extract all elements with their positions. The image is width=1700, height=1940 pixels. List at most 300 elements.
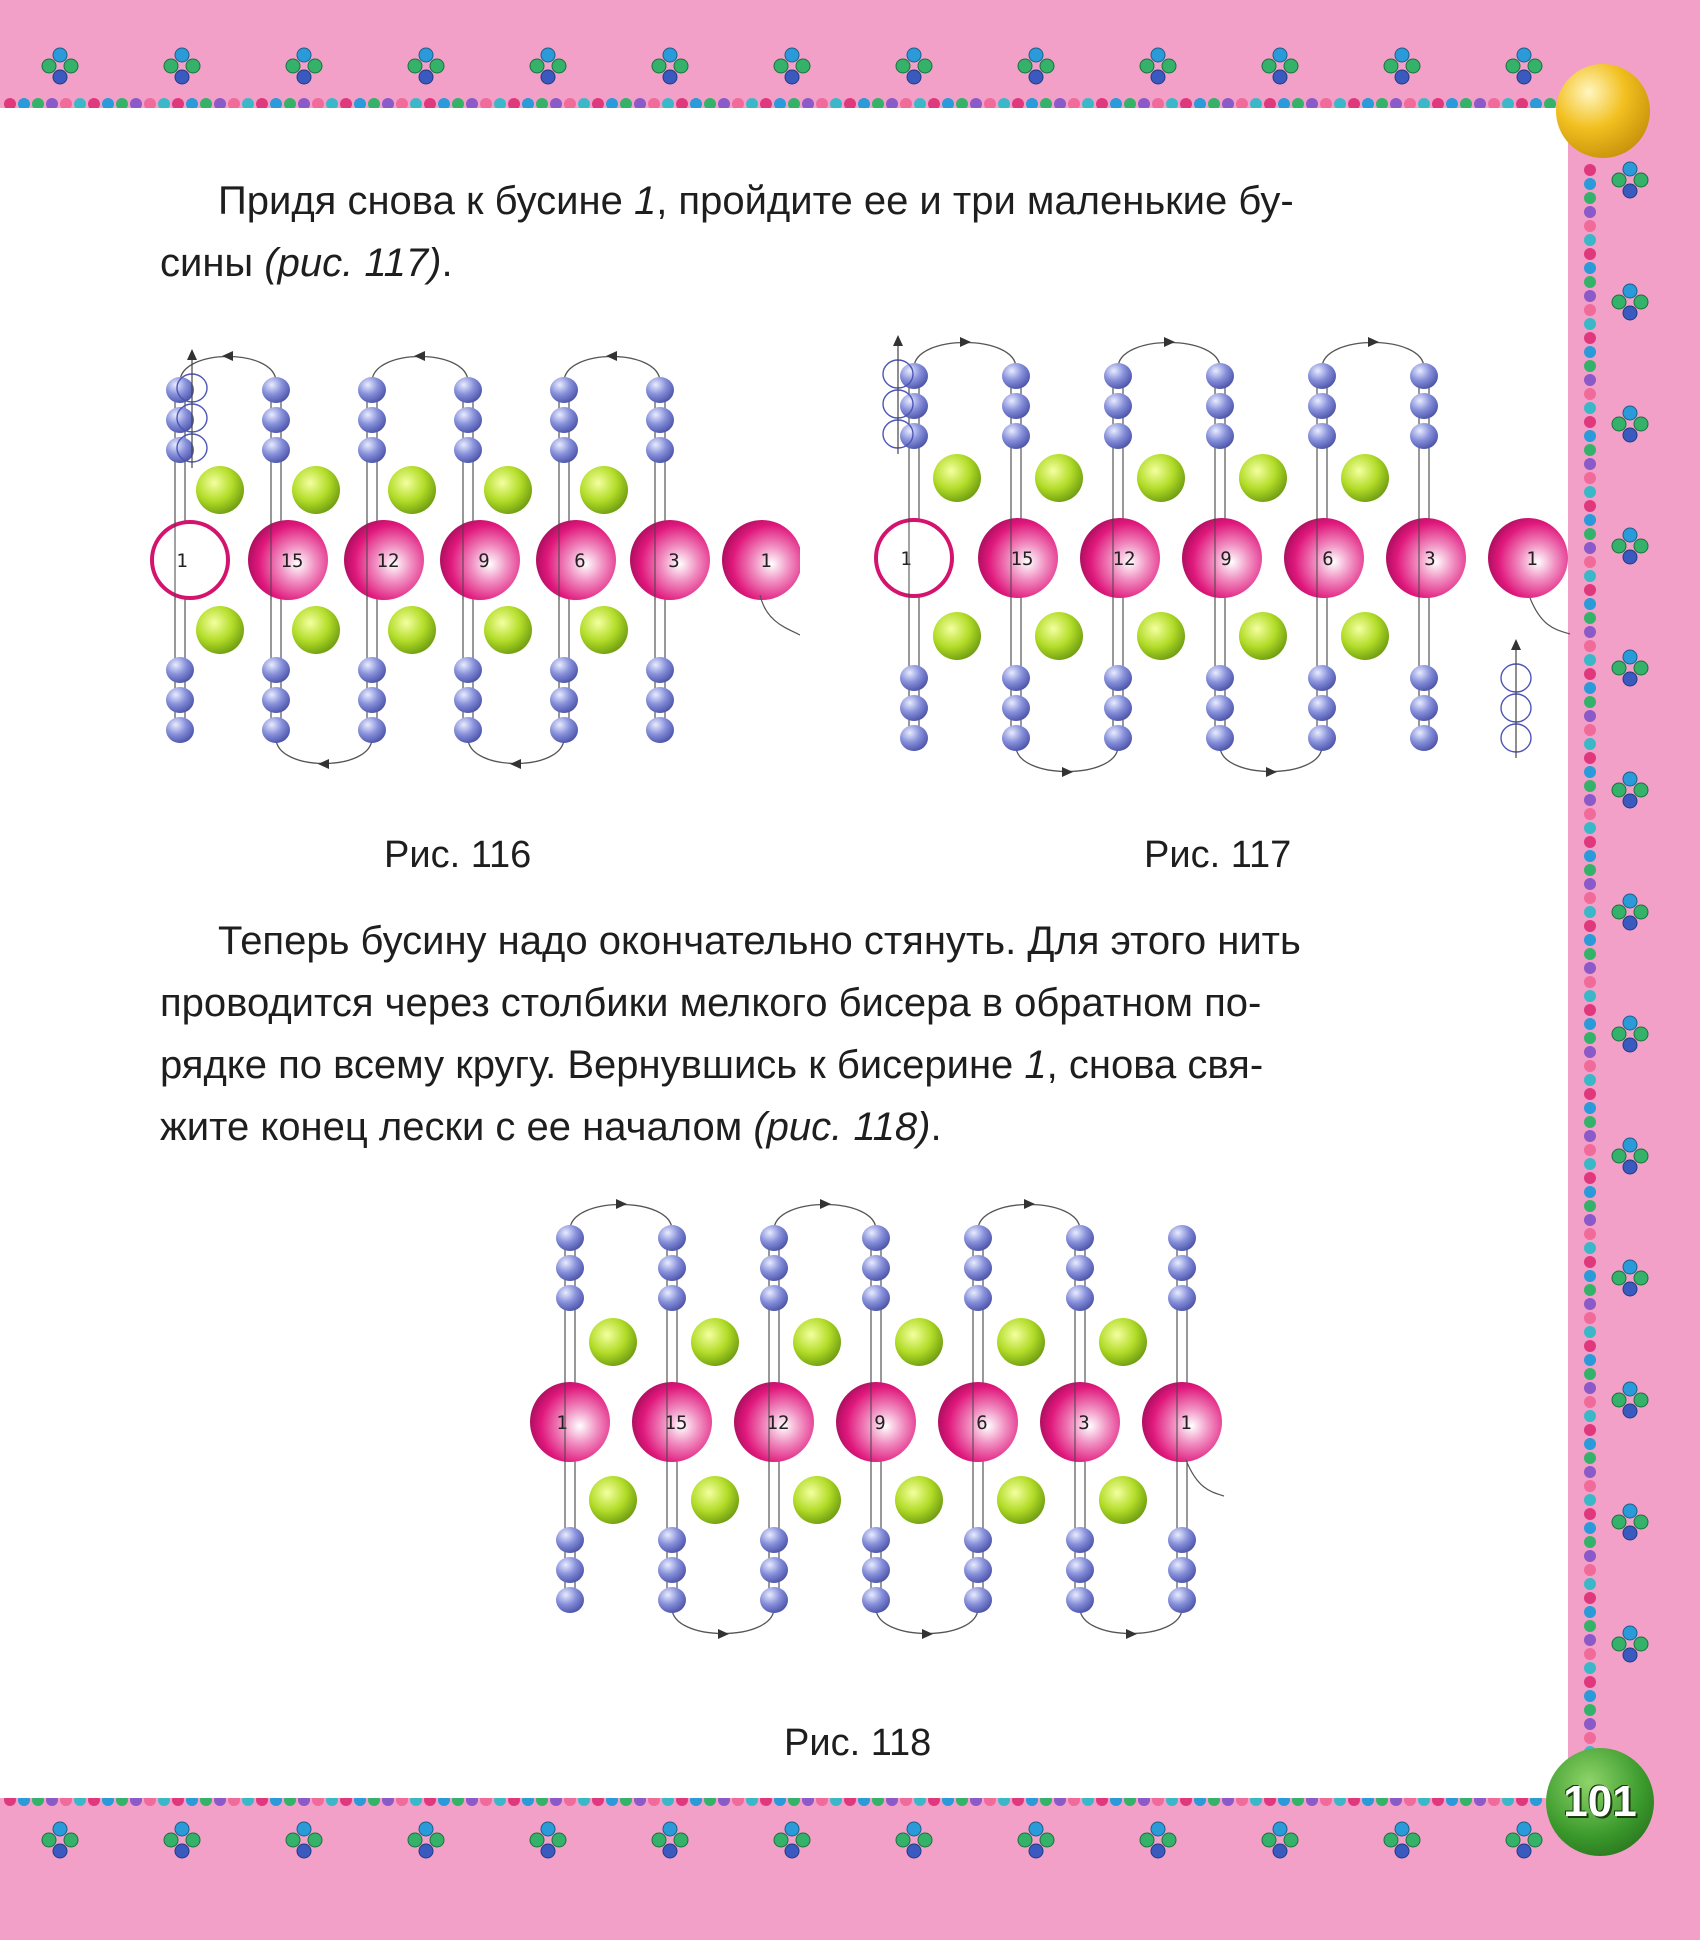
border-bead — [1584, 1186, 1596, 1198]
border-bead — [1634, 295, 1648, 309]
thread-loop — [1322, 343, 1424, 369]
small-blue-bead — [1410, 393, 1438, 419]
small-blue-bead — [1168, 1587, 1196, 1613]
border-bead — [1612, 783, 1626, 797]
border-bead — [1623, 1260, 1637, 1274]
border-bead — [1584, 1480, 1596, 1492]
small-blue-bead — [1104, 393, 1132, 419]
small-blue-bead — [658, 1557, 686, 1583]
border-bead — [1584, 920, 1596, 932]
border-bead — [1284, 59, 1298, 73]
small-blue-bead — [1066, 1285, 1094, 1311]
border-bead — [1623, 1526, 1637, 1540]
border-bead — [419, 70, 433, 84]
small-blue-bead — [1104, 363, 1132, 389]
thread-arrow — [1164, 337, 1175, 347]
border-bead — [1623, 1382, 1637, 1396]
border-bead — [1584, 808, 1596, 820]
border-bead — [1584, 220, 1596, 232]
lime-bead — [1099, 1476, 1147, 1524]
small-blue-bead — [556, 1527, 584, 1553]
lime-bead — [793, 1318, 841, 1366]
thread-loop — [1080, 1608, 1182, 1634]
small-blue-bead — [760, 1557, 788, 1583]
border-bead — [1584, 1284, 1596, 1296]
border-bead — [1584, 458, 1596, 470]
border-bead — [1584, 1032, 1596, 1044]
border-bead — [1584, 598, 1596, 610]
border-bead — [1584, 668, 1596, 680]
small-blue-bead — [646, 437, 674, 463]
border-bead — [1018, 1833, 1032, 1847]
lime-bead — [1239, 454, 1287, 502]
small-blue-bead — [166, 717, 194, 743]
border-bead — [1612, 1027, 1626, 1041]
border-bead — [1584, 1046, 1596, 1058]
figure-116 — [140, 330, 800, 810]
small-blue-bead — [1104, 423, 1132, 449]
small-blue-bead — [1066, 1255, 1094, 1281]
border-bead — [164, 1833, 178, 1847]
bead-number-label: 15 — [280, 550, 304, 572]
small-blue-bead — [166, 437, 194, 463]
small-blue-bead — [1066, 1527, 1094, 1553]
bead-number-label: 12 — [766, 1412, 790, 1434]
lime-bead — [196, 466, 244, 514]
border-bead — [1584, 682, 1596, 694]
border-bead — [796, 59, 810, 73]
border-bead — [918, 1833, 932, 1847]
border-bead — [1584, 780, 1596, 792]
border-bead — [1584, 304, 1596, 316]
border-bead — [1584, 836, 1596, 848]
border-bead — [1584, 1718, 1596, 1730]
small-blue-bead — [1410, 725, 1438, 751]
border-bead — [1584, 1172, 1596, 1184]
lime-bead — [997, 1476, 1045, 1524]
border-bead — [1612, 1637, 1626, 1651]
border-bead — [1584, 710, 1596, 722]
border-bead — [1029, 48, 1043, 62]
thread-arrow — [414, 351, 425, 361]
small-blue-bead — [358, 717, 386, 743]
border-bead — [541, 48, 555, 62]
border-bead — [186, 59, 200, 73]
border-bead — [774, 59, 788, 73]
small-blue-bead — [358, 437, 386, 463]
bead-number-label: 3 — [1078, 1412, 1090, 1434]
border-bead — [1623, 1648, 1637, 1662]
small-blue-bead — [900, 393, 928, 419]
border-bead — [1584, 878, 1596, 890]
caption-fig-118: Рис. 118 — [784, 1722, 932, 1764]
border-bead — [1623, 1160, 1637, 1174]
small-blue-bead — [1168, 1527, 1196, 1553]
thread-arrow — [606, 351, 617, 361]
thread-loop — [774, 1205, 876, 1231]
caption-fig-116: Рис. 116 — [384, 834, 532, 876]
border-bead — [1040, 1833, 1054, 1847]
thread-tail — [1530, 598, 1570, 634]
small-blue-bead — [454, 437, 482, 463]
lime-bead — [1137, 612, 1185, 660]
border-bead — [1623, 1016, 1637, 1030]
border-bead — [785, 1844, 799, 1858]
border-bead — [175, 48, 189, 62]
small-blue-bead — [646, 657, 674, 683]
border-bead — [1584, 1354, 1596, 1366]
caption-fig-117: Рис. 117 — [1144, 834, 1292, 876]
border-bead — [1623, 550, 1637, 564]
border-bead — [1584, 1298, 1596, 1310]
border-bead — [1584, 360, 1596, 372]
small-blue-bead — [262, 437, 290, 463]
thread-loop — [1220, 746, 1322, 772]
border-bead — [1584, 640, 1596, 652]
border-bead — [1584, 430, 1596, 442]
border-bead — [674, 1833, 688, 1847]
thread-arrow — [1126, 1629, 1137, 1639]
lime-bead — [1035, 454, 1083, 502]
border-bead — [785, 48, 799, 62]
small-blue-bead — [550, 717, 578, 743]
border-bead — [1584, 1732, 1596, 1744]
thread-arrow — [318, 759, 329, 769]
bead-number-label: 1 — [556, 1412, 568, 1434]
lime-bead — [1035, 612, 1083, 660]
thread-tail — [1186, 1460, 1224, 1496]
small-blue-bead — [658, 1255, 686, 1281]
border-bead — [1634, 783, 1648, 797]
small-blue-bead — [1206, 695, 1234, 721]
border-bead — [1584, 1270, 1596, 1282]
thread-loop — [372, 357, 468, 383]
border-bead — [286, 1833, 300, 1847]
border-bead — [907, 1844, 921, 1858]
lime-bead — [895, 1318, 943, 1366]
bead-number-label: 12 — [1112, 548, 1136, 570]
border-bead — [1634, 1271, 1648, 1285]
border-bead — [1584, 1508, 1596, 1520]
small-blue-bead — [454, 657, 482, 683]
border-bead — [42, 59, 56, 73]
border-bead — [663, 1822, 677, 1836]
border-bead — [1584, 514, 1596, 526]
border-bead — [663, 70, 677, 84]
thread-arrow — [1511, 639, 1521, 650]
border-bead — [1584, 948, 1596, 960]
small-blue-bead — [1104, 665, 1132, 691]
bead-number-label: 15 — [1010, 548, 1034, 570]
paragraph-1: Придя снова к бусине 1, пройдите ее и три маленькие бу- сины (рис. 117). — [160, 179, 1294, 285]
border-bead — [1623, 894, 1637, 908]
lime-bead — [997, 1318, 1045, 1366]
border-bead — [652, 59, 666, 73]
border-bead — [1140, 59, 1154, 73]
border-bead — [1384, 59, 1398, 73]
border-bead — [663, 1844, 677, 1858]
border-bead — [1584, 178, 1596, 190]
border-bead — [1584, 1130, 1596, 1142]
thread-arrow — [510, 759, 521, 769]
border-bead — [1406, 59, 1420, 73]
bead-number-label: 6 — [976, 1412, 988, 1434]
border-bead — [53, 1822, 67, 1836]
border-bead — [1623, 406, 1637, 420]
border-bead — [175, 1822, 189, 1836]
border-bead — [1584, 472, 1596, 484]
border-bead — [663, 48, 677, 62]
border-bead — [308, 59, 322, 73]
lime-bead — [933, 454, 981, 502]
border-bead — [1029, 1822, 1043, 1836]
border-bead — [1623, 428, 1637, 442]
border-bead — [1584, 346, 1596, 358]
border-bead — [408, 1833, 422, 1847]
thread-arrow — [1368, 337, 1379, 347]
border-bead — [1140, 1833, 1154, 1847]
small-blue-bead — [1308, 725, 1336, 751]
small-blue-bead — [1168, 1255, 1196, 1281]
bead-number-label: 6 — [1322, 548, 1334, 570]
small-blue-bead — [964, 1557, 992, 1583]
lime-bead — [1341, 612, 1389, 660]
border-bead — [1623, 1038, 1637, 1052]
figure-117 — [852, 318, 1572, 818]
small-blue-bead — [964, 1285, 992, 1311]
thread-loop — [1118, 343, 1220, 369]
border-bead — [1517, 70, 1531, 84]
small-blue-bead — [262, 657, 290, 683]
border-bead — [1162, 59, 1176, 73]
small-blue-bead — [900, 695, 928, 721]
border-bead — [1584, 1382, 1596, 1394]
border-bead — [175, 1844, 189, 1858]
small-blue-bead — [760, 1527, 788, 1553]
border-bead — [53, 1844, 67, 1858]
small-blue-bead — [1308, 695, 1336, 721]
border-bead — [1612, 661, 1626, 675]
border-bead — [1273, 1844, 1287, 1858]
small-blue-bead — [900, 423, 928, 449]
thread-loop — [564, 357, 660, 383]
border-bead — [1584, 934, 1596, 946]
lime-bead — [1137, 454, 1185, 502]
thread-arrow — [960, 337, 971, 347]
border-bead — [1584, 612, 1596, 624]
border-bead — [1584, 570, 1596, 582]
thread-tail — [760, 595, 800, 642]
border-bead — [1584, 724, 1596, 736]
border-bead — [1584, 1312, 1596, 1324]
empty-big-bead — [876, 520, 952, 596]
bead-number-label: 3 — [668, 550, 680, 572]
small-blue-bead — [760, 1225, 788, 1251]
border-bead — [1584, 1228, 1596, 1240]
border-bead — [1584, 1466, 1596, 1478]
border-bead — [1584, 1200, 1596, 1212]
small-blue-bead — [646, 407, 674, 433]
small-blue-bead — [862, 1255, 890, 1281]
border-bead — [1584, 1662, 1596, 1674]
border-bead — [1584, 1326, 1596, 1338]
border-bead — [1634, 1515, 1648, 1529]
border-bead — [1623, 650, 1637, 664]
border-bead — [552, 1833, 566, 1847]
lime-bead — [589, 1318, 637, 1366]
border-bead — [1584, 542, 1596, 554]
border-bead — [1584, 1410, 1596, 1422]
border-bead — [1634, 1027, 1648, 1041]
small-blue-bead — [760, 1587, 788, 1613]
border-bead — [896, 59, 910, 73]
border-bead — [430, 59, 444, 73]
lime-bead — [933, 612, 981, 660]
border-bead — [1584, 500, 1596, 512]
border-bead — [1612, 1515, 1626, 1529]
border-bead — [1612, 295, 1626, 309]
border-bead — [1584, 1424, 1596, 1436]
border-bead — [907, 70, 921, 84]
bead-number-label: 15 — [664, 1412, 688, 1434]
small-blue-bead — [658, 1527, 686, 1553]
small-blue-bead — [646, 377, 674, 403]
border-bead — [1612, 905, 1626, 919]
border-bead — [64, 59, 78, 73]
border-bead — [1584, 1102, 1596, 1114]
border-bead — [1273, 70, 1287, 84]
bead-number-label: 3 — [1424, 548, 1436, 570]
border-bead — [1623, 1138, 1637, 1152]
border-bead — [1584, 864, 1596, 876]
border-bead — [1584, 892, 1596, 904]
bead-number-label: 6 — [574, 550, 586, 572]
border-bead — [308, 1833, 322, 1847]
lime-bead — [1341, 454, 1389, 502]
border-bead — [1517, 1822, 1531, 1836]
small-blue-bead — [550, 657, 578, 683]
border-bead — [1584, 1592, 1596, 1604]
border-bead — [674, 59, 688, 73]
border-bead — [297, 1822, 311, 1836]
border-bead — [1395, 70, 1409, 84]
border-bead — [1584, 1578, 1596, 1590]
small-blue-bead — [900, 665, 928, 691]
thread-loop — [978, 1205, 1080, 1231]
border-bead — [1584, 1536, 1596, 1548]
small-blue-bead — [1410, 695, 1438, 721]
small-blue-bead — [262, 687, 290, 713]
lime-bead — [292, 466, 340, 514]
border-bead — [297, 70, 311, 84]
small-blue-bead — [1308, 665, 1336, 691]
border-bead — [1584, 388, 1596, 400]
border-bead — [1151, 48, 1165, 62]
small-blue-bead — [900, 725, 928, 751]
border-bead — [907, 1822, 921, 1836]
border-bead — [175, 70, 189, 84]
border-bead — [1506, 59, 1520, 73]
lime-bead — [580, 466, 628, 514]
border-bead — [1623, 1626, 1637, 1640]
border-bead — [1584, 626, 1596, 638]
small-blue-bead — [658, 1587, 686, 1613]
border-bead — [1584, 1340, 1596, 1352]
border-bead — [1584, 556, 1596, 568]
border-bead — [1584, 1004, 1596, 1016]
small-blue-bead — [1206, 423, 1234, 449]
lime-bead — [484, 466, 532, 514]
border-bead — [541, 70, 555, 84]
border-bead — [1584, 1704, 1596, 1716]
small-blue-bead — [760, 1285, 788, 1311]
small-blue-bead — [1002, 423, 1030, 449]
border-bead — [1584, 1452, 1596, 1464]
bead-number-label: 1 — [900, 548, 912, 570]
border-bead — [1262, 1833, 1276, 1847]
small-blue-bead — [1066, 1557, 1094, 1583]
border-bead — [1634, 1637, 1648, 1651]
border-bead — [1395, 48, 1409, 62]
small-blue-bead — [760, 1255, 788, 1281]
border-bead — [1584, 1088, 1596, 1100]
border-bead — [1623, 672, 1637, 686]
border-bead — [1584, 752, 1596, 764]
empty-big-bead — [152, 522, 228, 598]
thread-loop — [672, 1608, 774, 1634]
border-bead — [1029, 1844, 1043, 1858]
border-bead — [1584, 850, 1596, 862]
border-bead — [1584, 234, 1596, 246]
border-bead — [1623, 284, 1637, 298]
small-blue-bead — [1104, 695, 1132, 721]
border-bead — [1634, 539, 1648, 553]
border-bead — [1584, 192, 1596, 204]
border-bead — [419, 1822, 433, 1836]
small-blue-bead — [1002, 393, 1030, 419]
border-bead — [1623, 1404, 1637, 1418]
border-bead — [1584, 738, 1596, 750]
small-blue-bead — [358, 687, 386, 713]
thread-arrow — [1062, 767, 1073, 777]
bead-number-label: 12 — [376, 550, 400, 572]
border-bead — [785, 70, 799, 84]
border-bead — [1584, 1522, 1596, 1534]
border-bead — [530, 59, 544, 73]
border-bead — [1018, 59, 1032, 73]
lime-bead — [793, 1476, 841, 1524]
border-bead — [1612, 173, 1626, 187]
border-bead — [408, 59, 422, 73]
small-blue-bead — [1308, 423, 1336, 449]
border-bead — [1634, 661, 1648, 675]
border-bead — [1612, 1393, 1626, 1407]
border-bead — [541, 1844, 555, 1858]
bead-number-label: 9 — [1220, 548, 1232, 570]
big-magenta-bead — [530, 1382, 610, 1462]
border-bead — [1584, 1690, 1596, 1702]
small-blue-bead — [262, 717, 290, 743]
border-bead — [552, 59, 566, 73]
border-bead — [64, 1833, 78, 1847]
lime-bead — [580, 606, 628, 654]
border-bead — [1584, 1158, 1596, 1170]
border-bead — [774, 1833, 788, 1847]
small-blue-bead — [1002, 695, 1030, 721]
border-bead — [1623, 772, 1637, 786]
border-bead — [1612, 539, 1626, 553]
small-blue-bead — [964, 1587, 992, 1613]
